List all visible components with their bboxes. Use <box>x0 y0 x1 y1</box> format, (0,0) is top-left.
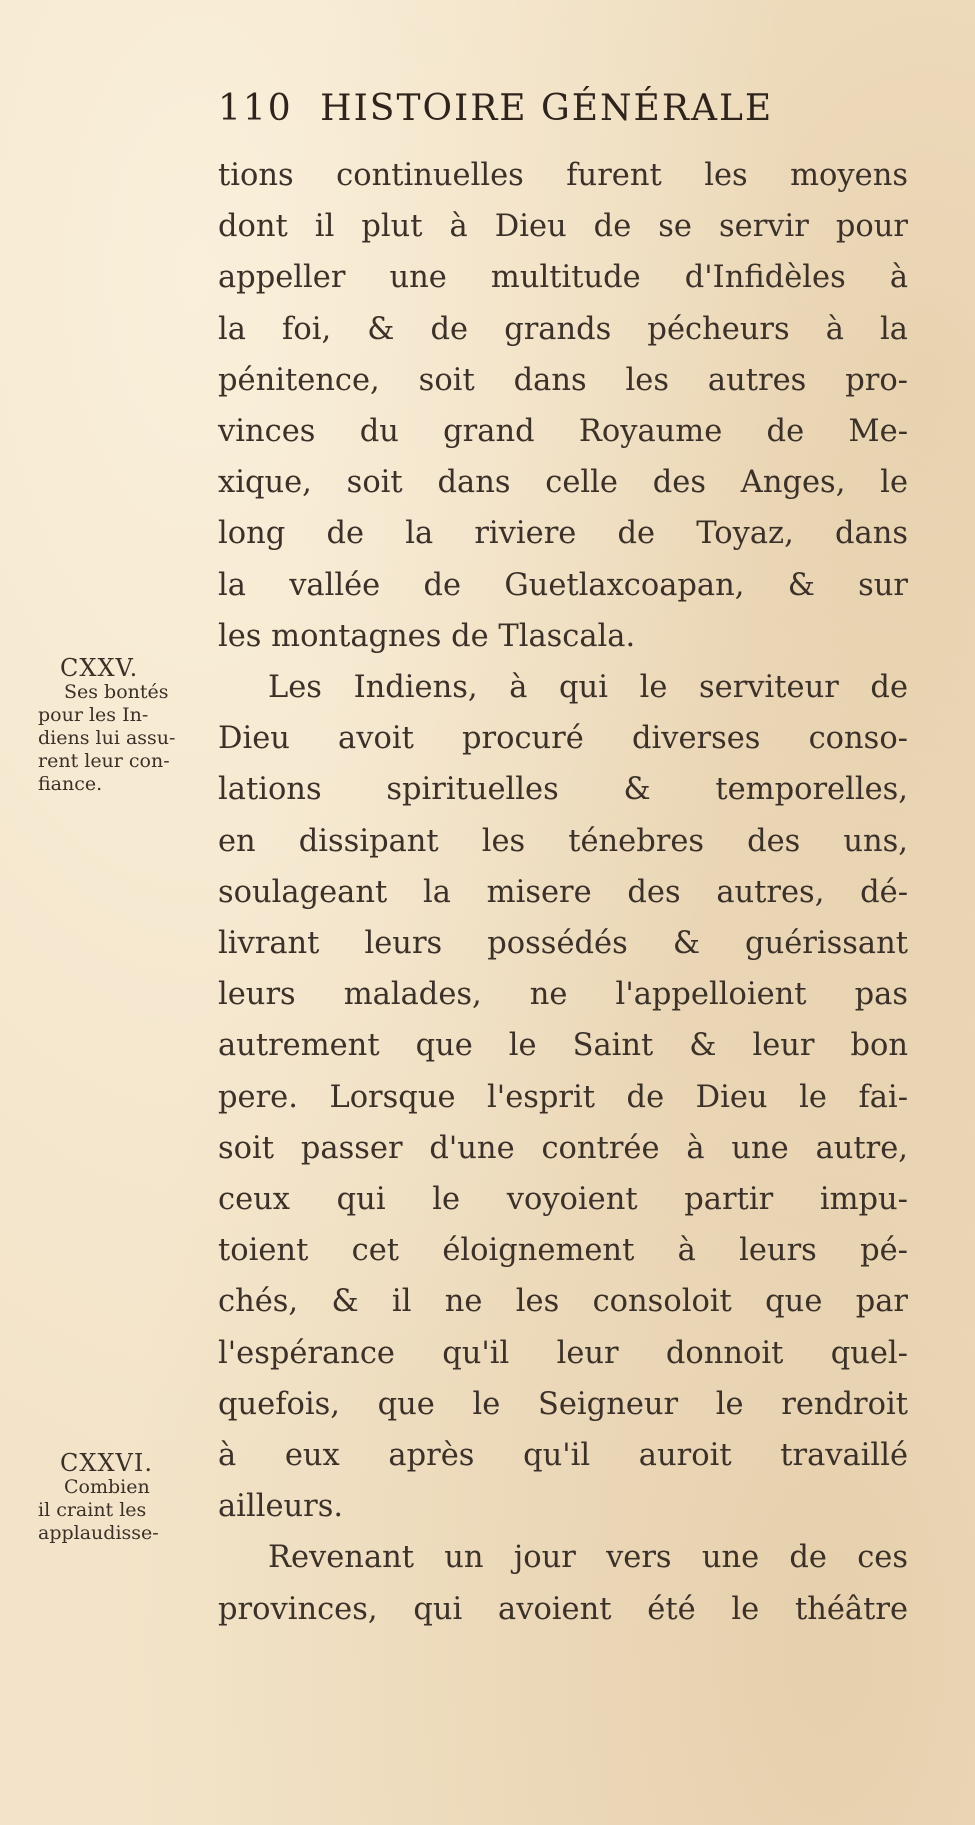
text-line: leurs malades, ne l'appelloient pas <box>218 977 908 1013</box>
marginal-note-line: pour les In- <box>38 704 149 726</box>
text-line: livrant leurs possédés & guérissant <box>218 926 908 962</box>
marginal-note-line: applaudisse- <box>38 1522 159 1544</box>
paragraph-start-line: Revenant un jour vers une de ces <box>268 1540 908 1576</box>
text-line: toient cet éloignement à leurs pé- <box>218 1233 908 1269</box>
text-line: pere. Lorsque l'esprit de Dieu le fai- <box>218 1079 908 1115</box>
running-title: HISTOIRE GÉNÉRALE <box>320 88 774 129</box>
text-line: pénitence, soit dans les autres pro- <box>218 362 908 398</box>
text-line: Dieu avoit procuré diverses conso- <box>218 721 908 757</box>
marginal-note-line: fiance. <box>38 773 103 795</box>
text-line: xique, soit dans celle des Anges, le <box>218 465 908 501</box>
marginal-note-number: CXXV. <box>60 654 139 682</box>
text-line: lations spirituelles & temporelles, <box>218 772 908 808</box>
text-line: à eux après qu'il auroit travaillé <box>218 1438 908 1474</box>
text-line: ailleurs. <box>218 1489 344 1525</box>
marginal-note-line: Ses bontés <box>64 681 169 703</box>
marginal-note-line: Combien <box>64 1476 150 1498</box>
text-line: autrement que le Saint & leur bon <box>218 1028 908 1064</box>
text-line: vinces du grand Royaume de Me- <box>218 414 908 450</box>
text-line: dont il plut à Dieu de se servir pour <box>218 209 908 245</box>
running-head <box>218 88 918 129</box>
text-line: long de la riviere de Toyaz, dans <box>218 516 908 552</box>
marginal-note-cxxvi <box>38 1450 213 1545</box>
text-line: ceux qui le voyoient partir impu- <box>218 1182 908 1218</box>
paragraph-start-line: Les Indiens, à qui le serviteur de <box>268 670 908 706</box>
text-line: soit passer d'une contrée à une autre, <box>218 1130 908 1166</box>
main-text <box>218 150 908 1635</box>
marginal-note-line: il craint les <box>38 1499 147 1521</box>
marginal-note-cxxv <box>38 655 213 796</box>
text-line: quefois, que le Seigneur le rendroit <box>218 1386 908 1422</box>
text-line: tions continuelles furent les moyens <box>218 158 908 193</box>
text-line: les montagnes de Tlascala. <box>218 618 636 654</box>
text-line: la vallée de Guetlaxcoapan, & sur <box>218 567 908 603</box>
text-line: appeller une multitude d'Infidèles à <box>218 260 908 296</box>
text-line: provinces, qui avoient été le théâtre <box>218 1591 908 1627</box>
marginal-note-number: CXXVI. <box>60 1449 153 1477</box>
text-line: soulageant la misere des autres, dé- <box>218 874 908 910</box>
text-line: chés, & il ne les consoloit que par <box>218 1284 908 1320</box>
text-line: en dissipant les ténebres des uns, <box>218 823 908 859</box>
text-line: l'espérance qu'il leur donnoit quel- <box>218 1335 908 1371</box>
text-line: la foi, & de grands pécheurs à la <box>218 311 908 347</box>
page-number: 110 <box>218 88 293 129</box>
marginal-note-line: diens lui assu- <box>38 727 176 749</box>
marginal-note-line: rent leur con- <box>38 750 170 772</box>
